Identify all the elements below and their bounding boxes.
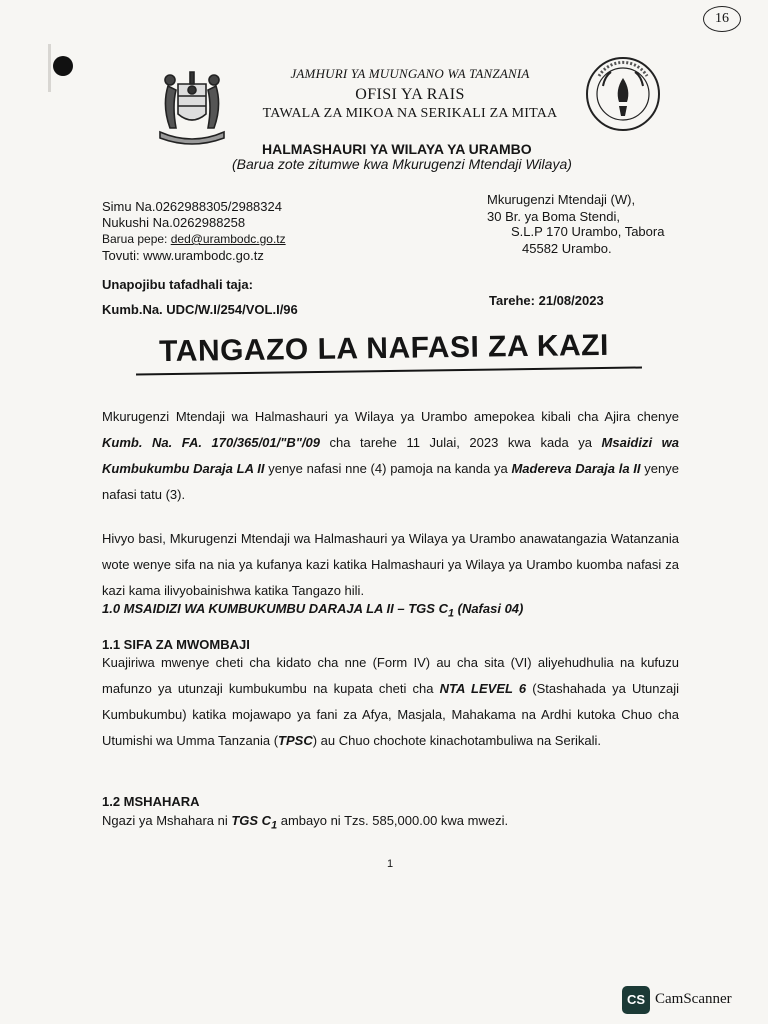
address-line3: S.L.P 170 Urambo, Tabora <box>511 224 665 239</box>
address-line4: 45582 Urambo. <box>522 241 612 256</box>
contact-phone: Simu Na.0262988305/2988324 <box>102 199 282 214</box>
section-1-heading-count: (Nafasi 04) <box>454 601 524 616</box>
salary-text: Ngazi ya Mshahara ni <box>102 813 232 828</box>
header-office: OFISI YA RAIS <box>355 86 465 103</box>
header-republic: JAMHURI YA MUUNGANO WA TANZANIA <box>290 66 530 81</box>
header-council: HALMASHAURI YA WILAYA YA URAMBO <box>262 141 532 157</box>
section-1-heading-text: 1.0 MSAIDIZI WA KUMBUKUMBU DARAJA LA II – TGS C <box>102 601 448 616</box>
salary-text: ambayo ni Tzs. 585,000.00 kwa mwezi. <box>277 813 509 828</box>
tpsc-abbreviation: TPSC <box>278 733 313 748</box>
section-1-heading <box>102 601 523 620</box>
salary-scale-subscript: 1 <box>271 819 278 832</box>
intro-paragraph <box>102 404 679 508</box>
contact-website: Tovuti: www.urambodc.go.tz <box>102 248 264 263</box>
section-1-2-heading: 1.2 MSHAHARA <box>102 794 200 809</box>
nta-level: NTA LEVEL 6 <box>439 681 527 696</box>
contact-fax: Nukushi Na.0262988258 <box>102 215 246 230</box>
invitation-paragraph: Hivyo basi, Mkurugenzi Mtendaji wa Halmashauri ya Wilaya ya Urambo anawatangazia Watanzania wote wenye sifa na nia ya kufanya kazi katika Halmashauri ya Wilaya ya Urambo kuomba nafasi za kazi kama ilivyobainishwa katika Tangazo hili. <box>102 531 679 598</box>
letter-date: Tarehe: 21/08/2023 <box>489 293 604 308</box>
para1-text: Mkurugenzi Mtendaji wa Halmashauri ya Wilaya ya Urambo amepokea kibali cha Ajira chenye <box>102 409 679 424</box>
qualifications-text: Kuajiriwa mwenye cheti cha kidato cha nne (Form IV) au cha sita (VI) aliyehudhulia na kufuzu mafunzo ya utunzaji kumbukumbu na kupata cheti cha <box>102 655 679 696</box>
permit-reference: Kumb. Na. FA. 170/365/01/"B"/09 <box>102 435 320 450</box>
fold-mark <box>48 44 51 92</box>
para1-text: yenye nafasi tatu (3). <box>102 461 679 502</box>
page-number: 1 <box>387 858 394 870</box>
header-instruction: (Barua zote zitumwe kwa Mkurugenzi Mtendaji Wilaya) <box>232 156 572 172</box>
salary-scale: TGS C <box>231 813 272 828</box>
page-title: TANGAZO LA NAFASI ZA KAZI <box>158 328 610 369</box>
address-line2: 30 Br. ya Boma Stendi, <box>487 209 620 224</box>
qualifications-text: ) au Chuo chochote kinachotambuliwa na Serikali. <box>312 733 602 748</box>
section-1-heading-subscript: 1 <box>447 607 454 620</box>
section-1-1-heading: 1.1 SIFA ZA MWOMBAJI <box>102 637 250 652</box>
reference-number: Kumb.Na. UDC/W.I/254/VOL.I/96 <box>102 302 298 317</box>
qualifications-text: (Stashahada ya Utunzaji Kumbukumbu) katika mojawapo ya fani za Afya, Masjala, Mahakama na Ardhi kutoka Chuo cha Utumishi wa Umma Tanzania ( <box>102 681 679 748</box>
camscanner-logo: CS <box>622 986 650 1014</box>
contact-email-label: Barua pepe: <box>102 232 171 246</box>
punch-hole <box>53 56 73 76</box>
camscanner-label: CamScanner <box>655 991 732 1007</box>
post-records-assistant: Msaidizi wa Kumbukumbu Daraja LA II <box>102 435 679 476</box>
address-line1: Mkurugenzi Mtendaji (W), <box>487 192 636 207</box>
handwritten-page-number: 16 <box>703 6 741 32</box>
para1-text: cha tarehe 11 Julai, 2023 kwa kada ya <box>320 435 602 450</box>
contact-email <box>102 232 286 246</box>
para1-text: yenye nafasi nne (4) pamoja na kanda ya <box>264 461 512 476</box>
reply-label: Unapojibu tafadhali taja: <box>102 277 253 292</box>
salary-paragraph <box>102 808 679 839</box>
email-link[interactable]: ded@urambodc.go.tz <box>170 232 286 246</box>
header-ministry: TAWALA ZA MIKOA NA SERIKALI ZA MITAA <box>262 106 558 121</box>
post-drivers: Madereva Daraja la II <box>511 461 641 476</box>
qualifications-paragraph <box>102 650 679 754</box>
